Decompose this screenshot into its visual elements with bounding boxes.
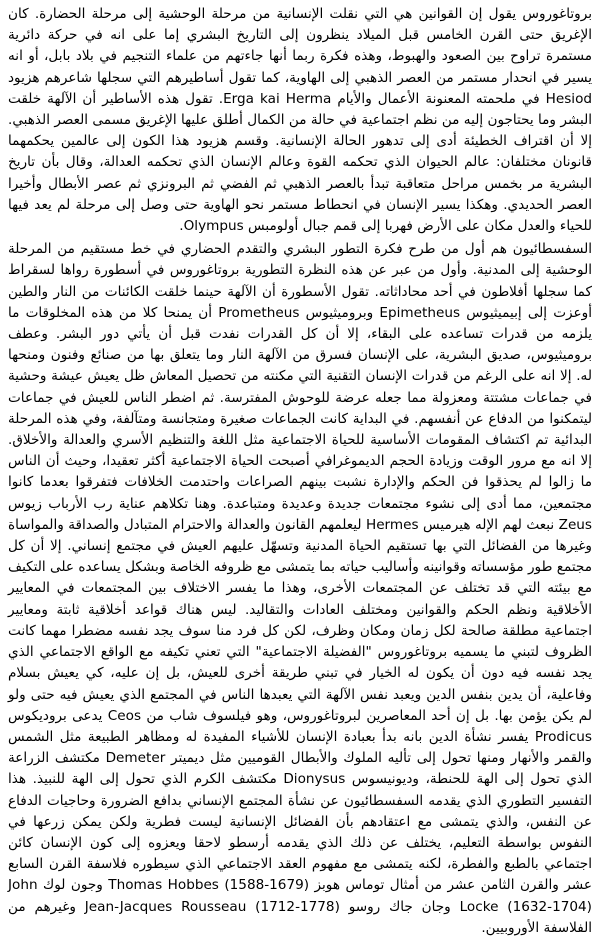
paragraph-sophists-progress: السفسطائيون هم أول من طرح فكرة التطور البشري والتقدم الحضاري في خط مستقيم من المرحلة الوحشية إلى المدنية. وأول من عبر عن هذه النظرة التطورية بروتاغوروس في أسطورة رواها لسقراط كما سجلها أفلاطون في أحد محاداثاته. تقول الأسطورة أن الآلهة حينما خلقت الكائنات من النار والطين أوعزت إلى إبيميثيوس Epimetheus وبروميثيوس Prometheus أن يمنحا كلا من هذه المخلوقات ما يلزمه من قدرات تساعده على البقاء، إلا أن كل القدرات نفدت قبل أن يأتي دور البشر. وعطف بروميثيوس، صديق البشرية، على الإنسان فسرق من الآلهة النار وما يتعلق بها من صنائع وفنون ومنحها له. إلا انه على الرغم من قدرات الإنسان التقنية التي مكنته من تحصيل المعاش ظل يعيش عيشة وحشية في جماعات مشتتة ومعزولة مما جعله عرضة للوحوش المفترسة. ثم اضطر الناس للعيش في جماعات ليتمكنوا من الدفاع عن أنفسهم. في البداية كانت الجماعات صغيرة ومتجانسة ومتآلفة، وفي هذه المرحلة البدائية تم اكتشاف المقومات الأساسية للحياة الاجتماعية مثل اللغة والتنظيم الأسري والعدالة والأخلاق. إلا انه مع مرور الوقت وزيادة الحجم الديموغرافي أصبحت الحياة الاجتماعية أكثر تعقيدا، وحيث أن الناس ما زالوا لم يحذقوا فن الحكم والإدارة نشبت بينهم الصراعات واحتدمت الخلافات فتفرقوا بعدما كانوا مجتمعين، مما أدى إلى نشوء مجتمعات جديدة وعديدة ومتباعدة. وهنا تكلاهم عناية رب الأرباب زيوس Zeus نبعث لهم الإله هيرميس Hermes ليعلمهم القانون والعدالة والاحترام المتبادل والصداقة والمواساة وغيرها من الفضائل التي بها تستقيم الحياة المدنية وتسهّل عليهم العيش في مجتمع إنساني. إلا أن كل مجتمع طور مؤسساته وقوانينه وأساليب حياته بما يتمشى مع ظروفه الخاصة وبشكل يساعده على التكيف مع بيئته التي قد تختلف عن المجتمعات الأخرى، وهذا ما يفسر الاختلاف بين المجتمعات في المعايير الأخلاقية ونظم الحكم والقوانين ومختلف العادات والتقاليد. ليس هناك قواعد أخلاقية ثابتة ومعايير اجتماعية مطلقة صالحة لكل زمان ومكان وظرف، لكن كل فرد منا سوف يجد نفسه مضطرا مهما كانت الظروف لتبني ما يسميه بروتاغوروس "الفضيلة الاجتماعية" التي تعني تكيفه مع الواقع الاجتماعي الذي يجد نفسه فيه دون أن يكون له الخيار في تبني طريقة أخرى للعيش، بل إن عليه، كي يعيش بسلام وفاعلية، أن يدين بنفس الدين ويعبد نفس الآلهة التي يعبدها الناس في المجتمع الذي يعيش فيه حتى ولو لم يكن يؤمن بها. بل إن أحد المعاصرين لبروتاغوروس، وهو فيلسوف شاب من Ceos يدعى بروديكوس Prodicus يفسر نشأة الدين بانه بدأ بعبادة الإنسان للأشياء المفيدة له ومظاهر الطبيعة مثل الشمس والقمر والأنهار ومنها تحول إلى تأليه الملوك والأبطال القوميين مثل ديميتر Demeter مكتشف الزراعة الذي تحول إلى الهة للحنطة، وديونيسوس Dionysus مكتشف الكرم الذي تحول إلى الهة للنبيذ. هذا التفسير التطوري الذي يقدمه السفسطائيون عن نشأة المجتمع الإنساني بدافع الضرورة وحاجيات الدفاع عن النفس، والذي يتمشى مع اعتقادهم بأن الفضائل الإنسانية ليست فطرية ولكن يمكن زرعها في النفوس بواسطة التعليم، يختلف عن ذلك الذي يقدمه أرسطو لاحقا ويعزوه إلى كون الإنسان كائن اجتماعي بالطبع والفطرة، لكنه يتمشى مع مفهوم العقد الاجتماعي الذي سيطوره فلاسفة القرن السابع عشر والقرن الثامن عشر من أمثال توماس هوبز Thomas Hobbes (1588-1679) وجون لوك John Locke (1632-1704) وجان جاك روسو Jean-Jacques Rousseau (1712-1778) وغيرهم من الفلاسفة الأوروبيين. [8,241,593,936]
paragraph-hesiod-ages: بروتاغوروس يقول إن القوانين هي التي نقلت الإنسانية من مرحلة الوحشية إلى مرحلة الحضارة. كان الإغريق حتى القرن الخامس قبل الميلاد ينظرون إلى التاريخ البشري إما على انه في حركة دائرية مستمرة تراوح بين الصعود والهبوط، وهذه فكرة ربما أنها جاءتهم من علماء التنجيم في بلاد بابل، أو انه يسير في انحدار مستمر من العصر الذهبي إلى الهاوية، كما تقول أساطيرهم التي سجلها شاعرهم هزيود Hesiod في ملحمته المعنونة الأعمال والأيام Erga kai Herma. تقول هذه الأساطير أن الآلهة خلقت البشر وما يحتاجون إليه من نظم اجتماعية في حالة من الكمال أطلق عليها الإغريق مسمى العصر الذهبي. إلا أن اقتراف الخطيئة أدى إلى تدهور الحالة الإنسانية. وقسم هزيود هذا الكون إلى عالمين يحكمهما قانونان مختلفان: عالم الحيوان الذي تحكمه القوة وعالم الإنسان الذي تحكمه العدالة، وقال بأن تاريخ البشرية مر بخمس مراحل متعاقبة تبدأ بالعصر الذهبي ثم الفضي ثم البرونزي ثم عصر الأبطال وأخيرا العصر الحديدي. وهكذا يسير الإنسان في انحطاط مستمر نحو الهاوية حتى وصل إلى مرحلة لم يعد فيها للحياء والعدل مكان على الأرض فهربا إلى قمم جبال أولومبس Olympus. [8,6,593,235]
